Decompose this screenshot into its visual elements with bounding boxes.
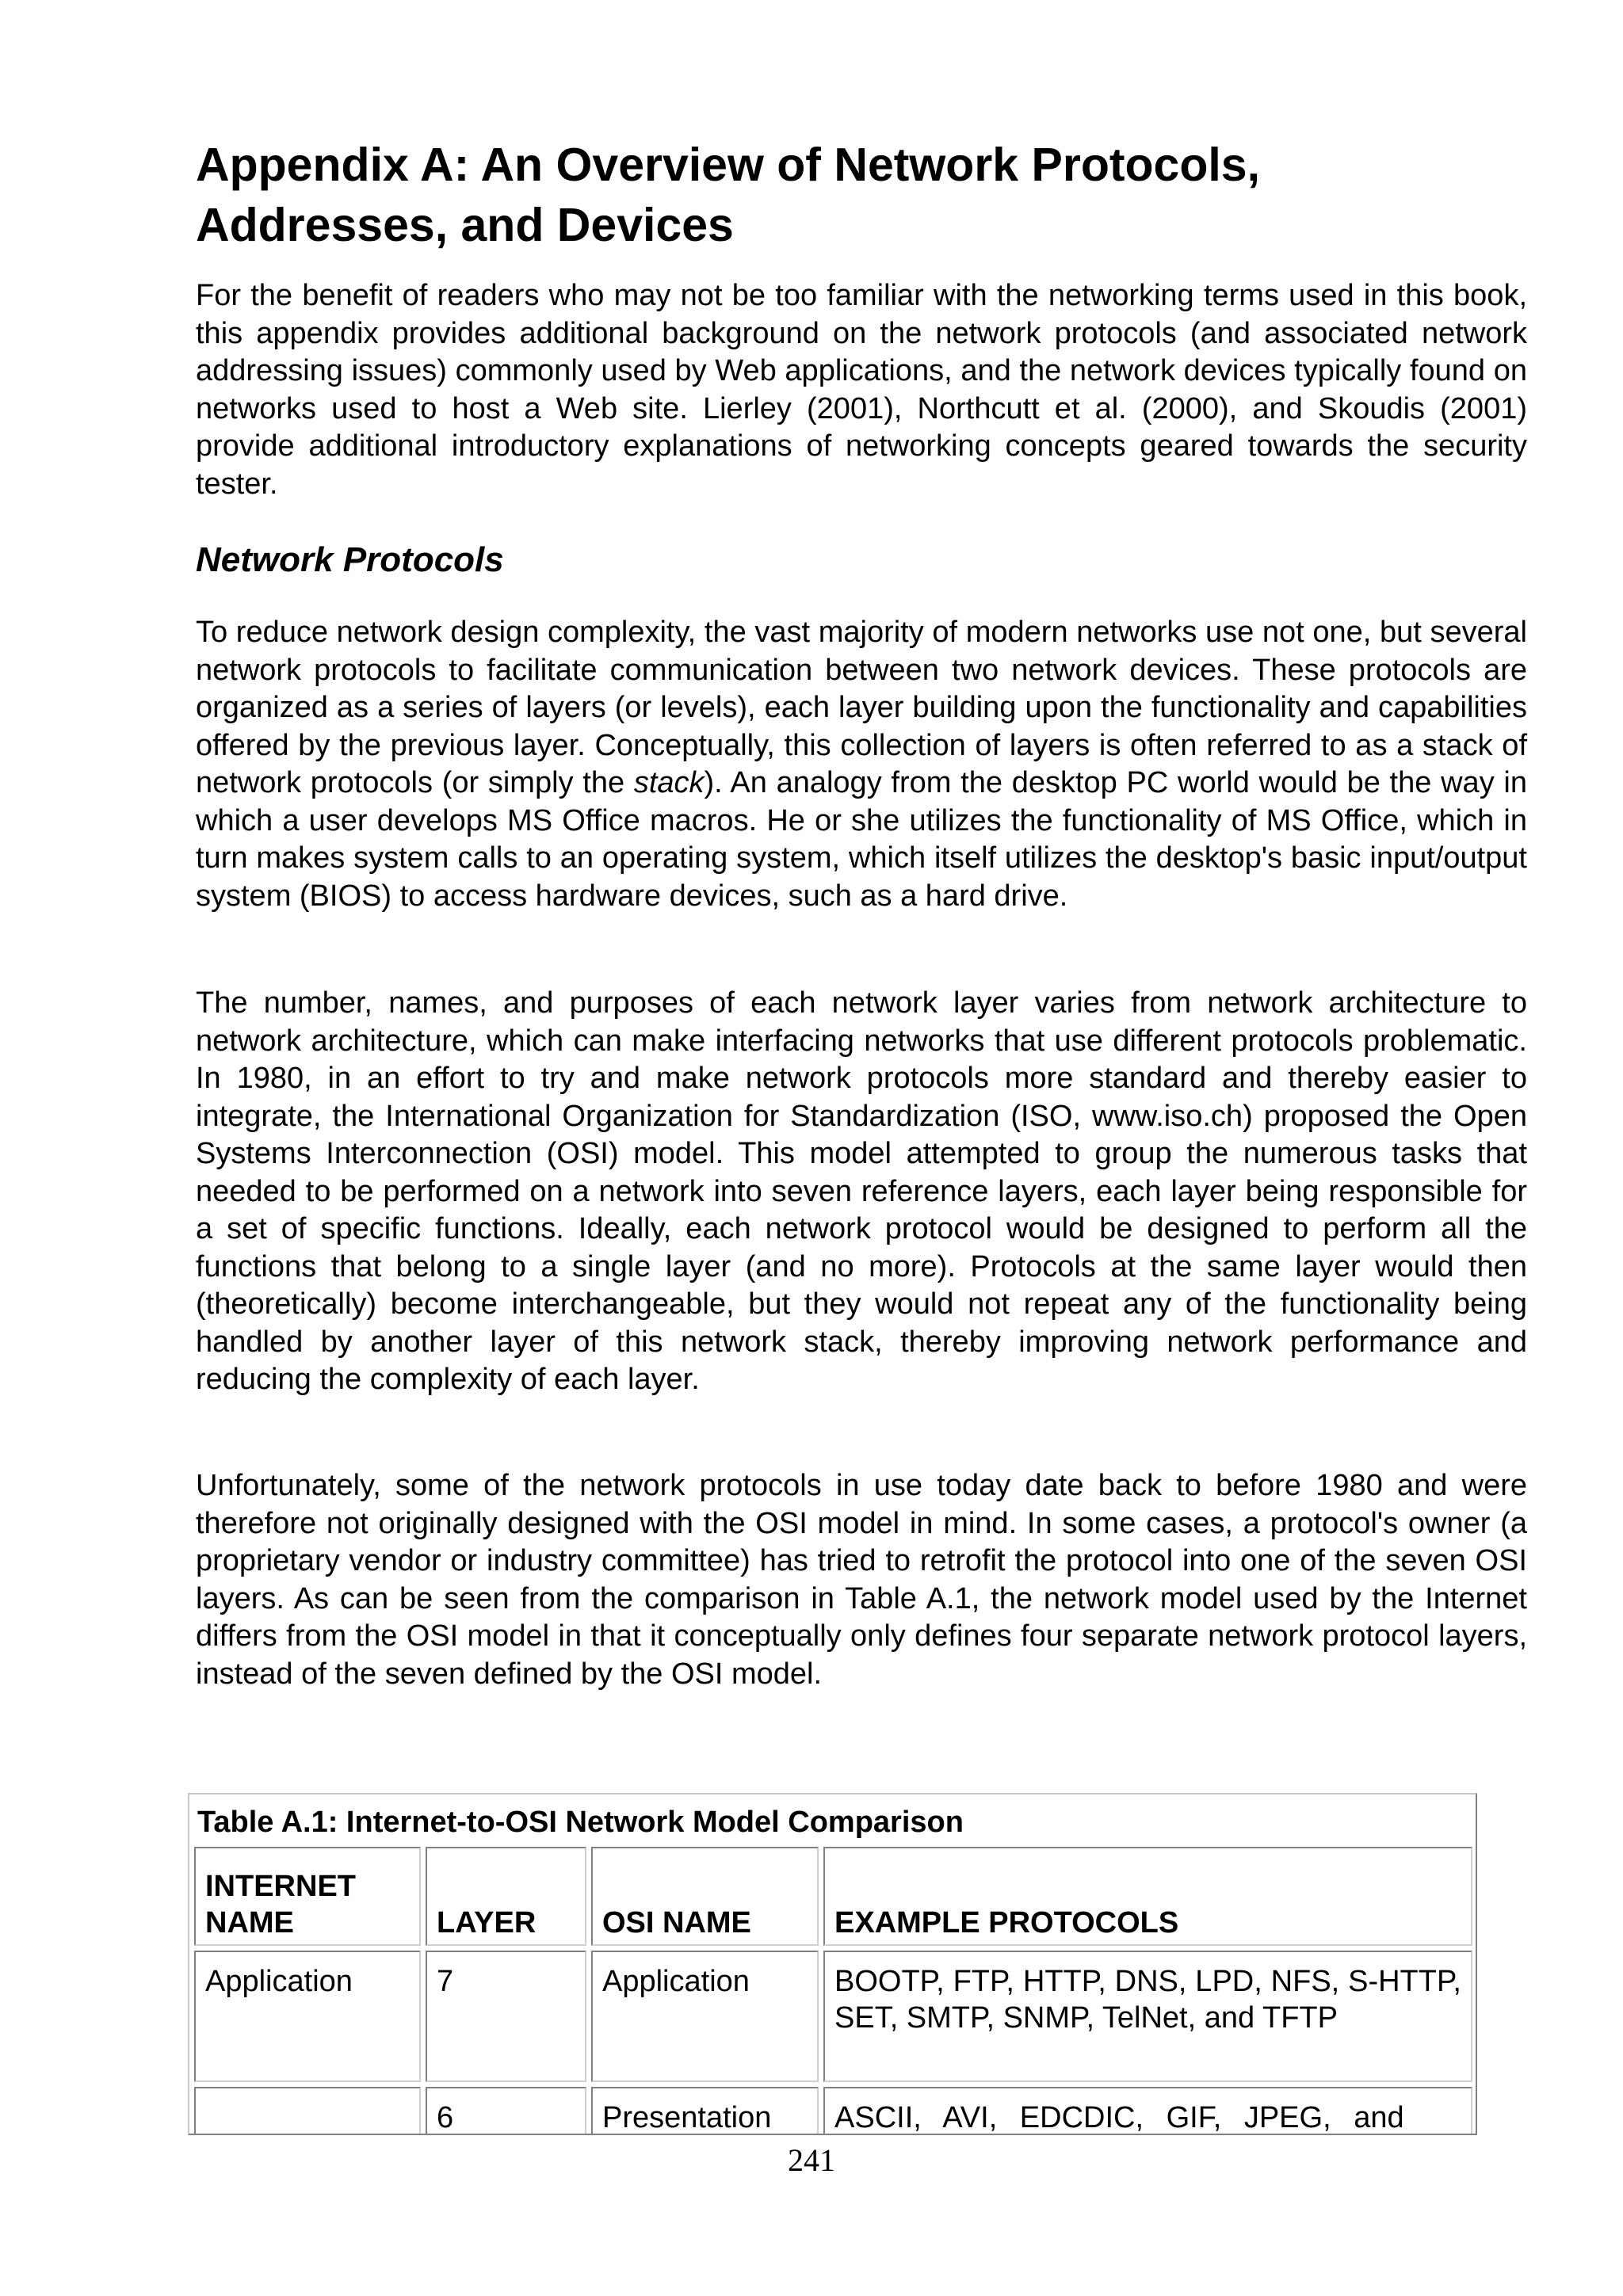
table-cell-osi-name: Presentation	[591, 2087, 819, 2135]
table-cell-osi-name: Application	[591, 1951, 819, 2082]
paragraph-internet-model: Unfortunately, some of the network protocols in use today date back to before 1980 and were therefore not originally designed with the OSI model in mind. In some cases, a protocol's owner (a proprietary vendor or industry committee) has tried to retrofit the protocol into one of the seven OSI layers. As can be seen from the comparison in Table A.1, the network model used by the Internet differs from the OSI model in that it conceptually only defines four separate network protocol layers, instead of the seven defined by the OSI model.	[196, 1469, 1527, 1691]
table-caption: Table A.1: Internet-to-OSI Network Model Comparison	[197, 1806, 964, 1839]
appendix-title	[196, 135, 1543, 255]
paragraph-protocol-stack	[196, 614, 1527, 915]
title-line-2: Addresses, and Devices	[196, 199, 734, 251]
page-number: 241	[788, 2142, 835, 2178]
table-header-example-protocols: EXAMPLE PROTOCOLS	[823, 1847, 1472, 1946]
table-cell-internet-name	[194, 2087, 421, 2135]
table-cell-layer: 7	[426, 1951, 586, 2082]
intro-paragraph: For the benefit of readers who may not be too familiar with the networking terms used in this book, this appendix provides additional background on the network protocols (and associated network addressing issues) commonly used by Web applications, and the network devices typically found on networks used to host a Web site. Lierley (2001), Northcutt et al. (2000), and Skoudis (2001) provide additional introductory explanations of networking concepts geared towards the security tester.	[196, 279, 1527, 501]
paragraph-osi-model: The number, names, and purposes of each network layer varies from network architecture to network architecture, which can make interfacing networks that use different protocols problematic. In 1980, in an effort to try and make network protocols more standard and thereby easier to integrate, the International Organization for Standardization (ISO, www.iso.ch) proposed the Open Systems Interconnection (OSI) model. This model attempted to group the numerous tasks that needed to be performed on a network into seven reference layers, each layer being responsible for a set of specific functions. Ideally, each network protocol would be designed to perform all the functions that belong to a single layer (and no more). Protocols at the same layer would then (theoretically) become interchangeable, but they would not repeat any of the functionality being handled by another layer of this network stack, thereby improving network performance and reducing the complexity of each layer.	[196, 986, 1527, 1396]
table-cell-internet-name: Application	[194, 1951, 421, 2082]
paragraph-text: ). An analogy from the desktop PC world would be the way in which a user develops MS Office macros. He or she utilizes the functionality of MS Office, which in turn makes system calls to an operating system, which itself utilizes the desktop's basic input/output system (BIOS) to access hardware devices, such as a hard drive.	[196, 766, 1527, 913]
title-line-1: Appendix A: An Overview of Network Protocols,	[196, 139, 1260, 191]
paragraph-text: To reduce network design complexity, the vast majority of modern networks use not one, but several network protocols to facilitate communication between two network devices. These protocols are organized as a series of layers (or levels), each layer building upon the functionality and capabilities offered by the previous layer. Conceptually, this collection of layers is often referred to as a stack of network protocols (or simply the	[196, 616, 1527, 799]
comparison-table	[188, 1793, 1477, 2135]
table-header-layer: LAYER	[426, 1847, 586, 1946]
table-cell-example-protocols: BOOTP, FTP, HTTP, DNS, LPD, NFS, S-HTTP, SET, SMTP, SNMP, TelNet, and TFTP	[823, 1951, 1472, 2082]
table-header-osi-name: OSI NAME	[591, 1847, 819, 1946]
table-cell-example-protocols: ASCII, AVI, EDCDIC, GIF, JPEG, and	[823, 2087, 1472, 2135]
italic-term-stack: stack	[633, 766, 705, 799]
section-heading: Network Protocols	[196, 540, 504, 579]
table-cell-layer: 6	[426, 2087, 586, 2135]
table-header-internet-name: INTERNET NAME	[194, 1847, 421, 1946]
